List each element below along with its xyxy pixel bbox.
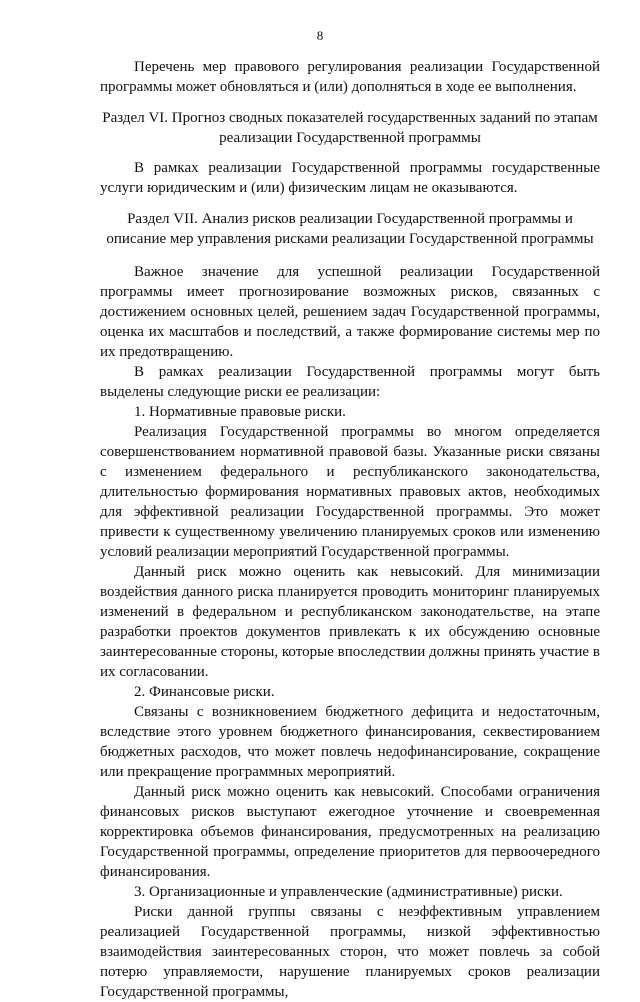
paragraph: Данный риск можно оценить как невысокий. Способами ограничения финансовых рисков выступают ежегодное уточнение и своевременная корректировка объемов финансирования, предусмотренных на реализацию Государственной программы, определение приоритетов для первоочередного финансирования. (100, 784, 600, 880)
paragraph: Важное значение для успешной реализации Государственной программы имеет прогнозирование возможных рисков, связанных с достижением основных целей, решением задач Государственной программы, оценка их масштабов и последствий, а также формирование системы мер по их предотвращению. (100, 264, 600, 360)
paragraph: Реализация Государственной программы во многом определяется совершенствованием нормативной правовой базы. Указанные риски связаны с изменением федерального и республиканского законодательства, длительностью формирования нормативных правовых актов, необходимых для эффективной реализации Государственной программы. Это может привести к существенному увеличению планируемых сроков или изменению условий реализации мероприятий Государственной программы. (100, 424, 600, 560)
paragraph: Риски данной группы связаны с неэффективным управлением реализацией Государственной программы, низкой эффективностью взаимодействия заинтересованных сторон, что может повлечь за собой потерю управляемости, нарушение планируемых сроков реализации Государственной программы, (100, 904, 600, 1000)
risk-heading-normative: 1. Нормативные правовые риски. (134, 404, 346, 420)
section-6-heading: Раздел VI. Прогноз сводных показателей государственных заданий по этапам реализации Государственной программы (102, 110, 598, 146)
section-7-heading: Раздел VII. Анализ рисков реализации Государственной программы и описание мер управления рисками реализации Государственной программы (106, 211, 594, 247)
risk-heading-financial: 2. Финансовые риски. (134, 684, 275, 700)
paragraph: Связаны с возникновением бюджетного дефицита и недостаточным, вследствие этого уровнем бюджетного финансирования, секвестированием бюджетных расходов, что может повлечь недофинансирование, сокращение или прекращение программных мероприятий. (100, 704, 600, 780)
section-6-paragraph: В рамках реализации Государственной программы государственные услуги юридическим и (или) физическим лицам не оказываются. (100, 160, 600, 196)
intro-paragraph: Перечень мер правового регулирования реализации Государственной программы может обновляться и (или) дополняться в ходе ее выполнения. (100, 59, 600, 95)
intro-paragraph-block (100, 57, 600, 97)
risk-heading-organizational: 3. Организационные и управленческие (административные) риски. (134, 884, 563, 900)
section-7-body (100, 262, 600, 1002)
paragraph: В рамках реализации Государственной программы могут быть выделены следующие риски ее реализации: (100, 364, 600, 400)
page-number: 8 (316, 28, 324, 43)
paragraph: Данный риск можно оценить как невысокий. Для минимизации воздействия данного риска планируется проводить мониторинг планируемых изменений в федеральном и республиканском законодательстве, на этапе разработки проектов документов привлекать к их обсуждению основные заинтересованные стороны, которые впоследствии должны принять участие в их согласовании. (100, 564, 600, 680)
section-6-text-block (100, 158, 600, 198)
